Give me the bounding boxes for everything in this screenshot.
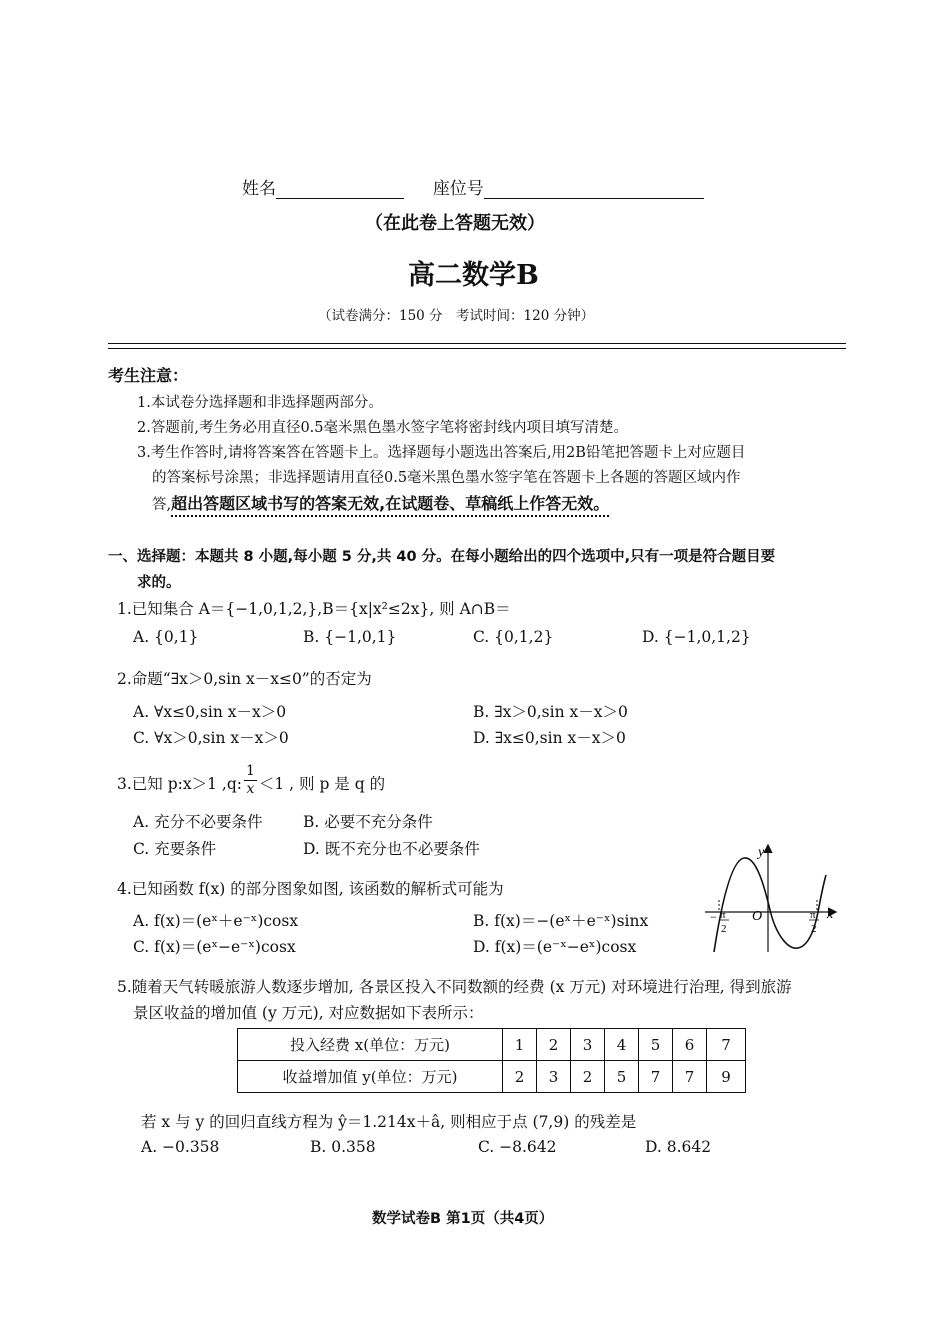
q5-stem-line2: 景区收益的增加值 (y 万元), 对应数据如下表所示： bbox=[133, 1004, 484, 1022]
instruction-3-line3 bbox=[152, 491, 609, 514]
q5-option-c: C. −8.642 bbox=[478, 1138, 557, 1156]
table-header-x: 投入经费 x(单位：万元) bbox=[238, 1029, 503, 1061]
section-heading-line2: 求的。 bbox=[137, 575, 181, 591]
divider-bottom bbox=[108, 348, 846, 349]
table-cell: 7 bbox=[673, 1061, 707, 1093]
name-blank bbox=[276, 180, 404, 199]
q3-fraction-numerator: 1 bbox=[245, 763, 255, 779]
q2-option-a: A. ∀x≤0,sin x－x＞0 bbox=[133, 703, 287, 721]
q2-option-b: B. ∃x＞0,sin x－x＞0 bbox=[473, 703, 628, 721]
q1-option-c: C. {0,1,2} bbox=[473, 628, 554, 646]
q4-option-b: B. f(x)＝−(eˣ＋e⁻ˣ)sinx bbox=[473, 912, 649, 930]
table-cell: 1 bbox=[503, 1029, 537, 1061]
q4-option-a: A. f(x)＝(eˣ＋e⁻ˣ)cosx bbox=[133, 912, 299, 930]
q5-stem-line1: 5.随着天气转暖旅游人数逐步增加, 各景区投入不同数额的经费 (x 万元) 对环境进行治理, 得到旅游 bbox=[117, 978, 792, 996]
instruction-3-line1: 3.考生作答时,请将答案答在答题卡上。选择题每小题选出答案后,用2B铅笔把答题卡上对应题目 bbox=[137, 445, 746, 461]
q4-stem: 4.已知函数 f(x) 的部分图象如图, 该函数的解析式可能为 bbox=[117, 880, 504, 898]
q3-option-d: D. 既不充分也不必要条件 bbox=[303, 840, 480, 858]
left-tick-denominator: 2 bbox=[721, 923, 727, 935]
q1-option-d: D. {−1,0,1,2} bbox=[642, 628, 751, 646]
table-cell: 3 bbox=[537, 1061, 571, 1093]
q5-regression: 若 x 与 y 的回归直线方程为 ŷ＝1.214x＋â, 则相应于点 (7,9) 的残差是 bbox=[141, 1113, 637, 1131]
q3-fraction-denominator: x bbox=[246, 781, 255, 797]
divider-top bbox=[108, 343, 846, 344]
q4-option-c: C. f(x)＝(eˣ−e⁻ˣ)cosx bbox=[133, 938, 296, 956]
right-tick-denominator: 2 bbox=[811, 923, 817, 935]
instruction-2: 2.答题前,考生务必用直径0.5毫米黑色墨水签字笔将密封线内项目填写清楚。 bbox=[137, 420, 629, 436]
left-tick-sign: − bbox=[710, 910, 717, 924]
q3-fraction bbox=[244, 763, 257, 798]
page-title: 高二数学B bbox=[408, 260, 539, 291]
q1-stem: 1.已知集合 A＝{−1,0,1,2,},B＝{x|x²≤2x}, 则 A∩B＝ bbox=[117, 600, 511, 618]
table-cell: 2 bbox=[537, 1029, 571, 1061]
instruction-1: 1.本试卷分选择题和非选择题两部分。 bbox=[137, 395, 383, 411]
q5-option-d: D. 8.642 bbox=[645, 1138, 712, 1156]
left-tick-numerator: π bbox=[720, 909, 726, 921]
page-footer: 数学试卷B 第1页（共4页） bbox=[372, 1211, 554, 1227]
y-axis-label: y bbox=[758, 845, 765, 860]
table-cell: 9 bbox=[707, 1061, 746, 1093]
table-row bbox=[238, 1061, 746, 1093]
table-header-y: 收益增加值 y(单位：万元) bbox=[238, 1061, 503, 1093]
q2-stem: 2.命题“∃x＞0,sin x－x≤0”的否定为 bbox=[117, 670, 372, 688]
table-cell: 3 bbox=[571, 1029, 605, 1061]
origin-label: O bbox=[752, 909, 763, 924]
table-cell: 2 bbox=[571, 1061, 605, 1093]
instruction-3-line2: 的答案标号涂黑；非选择题请用直径0.5毫米黑色墨水签字笔在答题卡上各题的答题区域内作 bbox=[152, 470, 741, 486]
seat-label: 座位号 bbox=[432, 179, 484, 199]
q1-option-b: B. {−1,0,1} bbox=[303, 628, 397, 646]
exam-subtitle: （试卷满分：150 分 考试时间：120 分钟） bbox=[318, 308, 595, 324]
instruction-3-prefix: 答, bbox=[152, 497, 172, 513]
name-label: 姓名 bbox=[242, 179, 276, 199]
q3-option-c: C. 充要条件 bbox=[133, 840, 217, 858]
q3-option-a: A. 充分不必要条件 bbox=[133, 813, 263, 831]
q5-data-table bbox=[237, 1028, 746, 1093]
q4-option-d: D. f(x)＝(e⁻ˣ−eˣ)cosx bbox=[473, 938, 637, 956]
q4-function-graph bbox=[700, 840, 850, 955]
q2-option-c: C. ∀x＞0,sin x－x＞0 bbox=[133, 729, 289, 747]
x-axis-label: x bbox=[827, 907, 834, 922]
table-cell: 5 bbox=[605, 1061, 639, 1093]
q1-option-a: A. {0,1} bbox=[133, 628, 199, 646]
table-row bbox=[238, 1029, 746, 1061]
q5-option-a: A. −0.358 bbox=[141, 1138, 220, 1156]
right-tick-numerator: π bbox=[810, 909, 816, 921]
table-cell: 6 bbox=[673, 1029, 707, 1061]
invalid-notice: （在此卷上答题无效） bbox=[365, 213, 545, 234]
table-cell: 2 bbox=[503, 1061, 537, 1093]
q5-option-b: B. 0.358 bbox=[310, 1138, 376, 1156]
instructions-heading: 考生注意： bbox=[108, 366, 189, 385]
table-cell: 7 bbox=[707, 1029, 746, 1061]
q3-stem-suffix: ＜1 , 则 p 是 q 的 bbox=[258, 775, 386, 793]
name-field bbox=[242, 174, 704, 199]
function-curve bbox=[714, 858, 826, 952]
q3-stem-prefix: 3.已知 p:x＞1 ,q: bbox=[117, 775, 242, 793]
seat-blank bbox=[484, 180, 704, 199]
q3-stem bbox=[117, 763, 385, 803]
q3-option-b: B. 必要不充分条件 bbox=[303, 813, 433, 831]
table-cell: 7 bbox=[639, 1061, 673, 1093]
section-heading-line1: 一、选择题：本题共 8 小题,每小题 5 分,共 40 分。在每小题给出的四个选项中,只有一项是符合题目要 bbox=[108, 549, 776, 565]
table-cell: 5 bbox=[639, 1029, 673, 1061]
instruction-emphasis: 超出答题区域书写的答案无效,在试题卷、草稿纸上作答无效。 bbox=[171, 494, 610, 513]
table-cell: 4 bbox=[605, 1029, 639, 1061]
q2-option-d: D. ∃x≤0,sin x－x＞0 bbox=[473, 729, 626, 747]
